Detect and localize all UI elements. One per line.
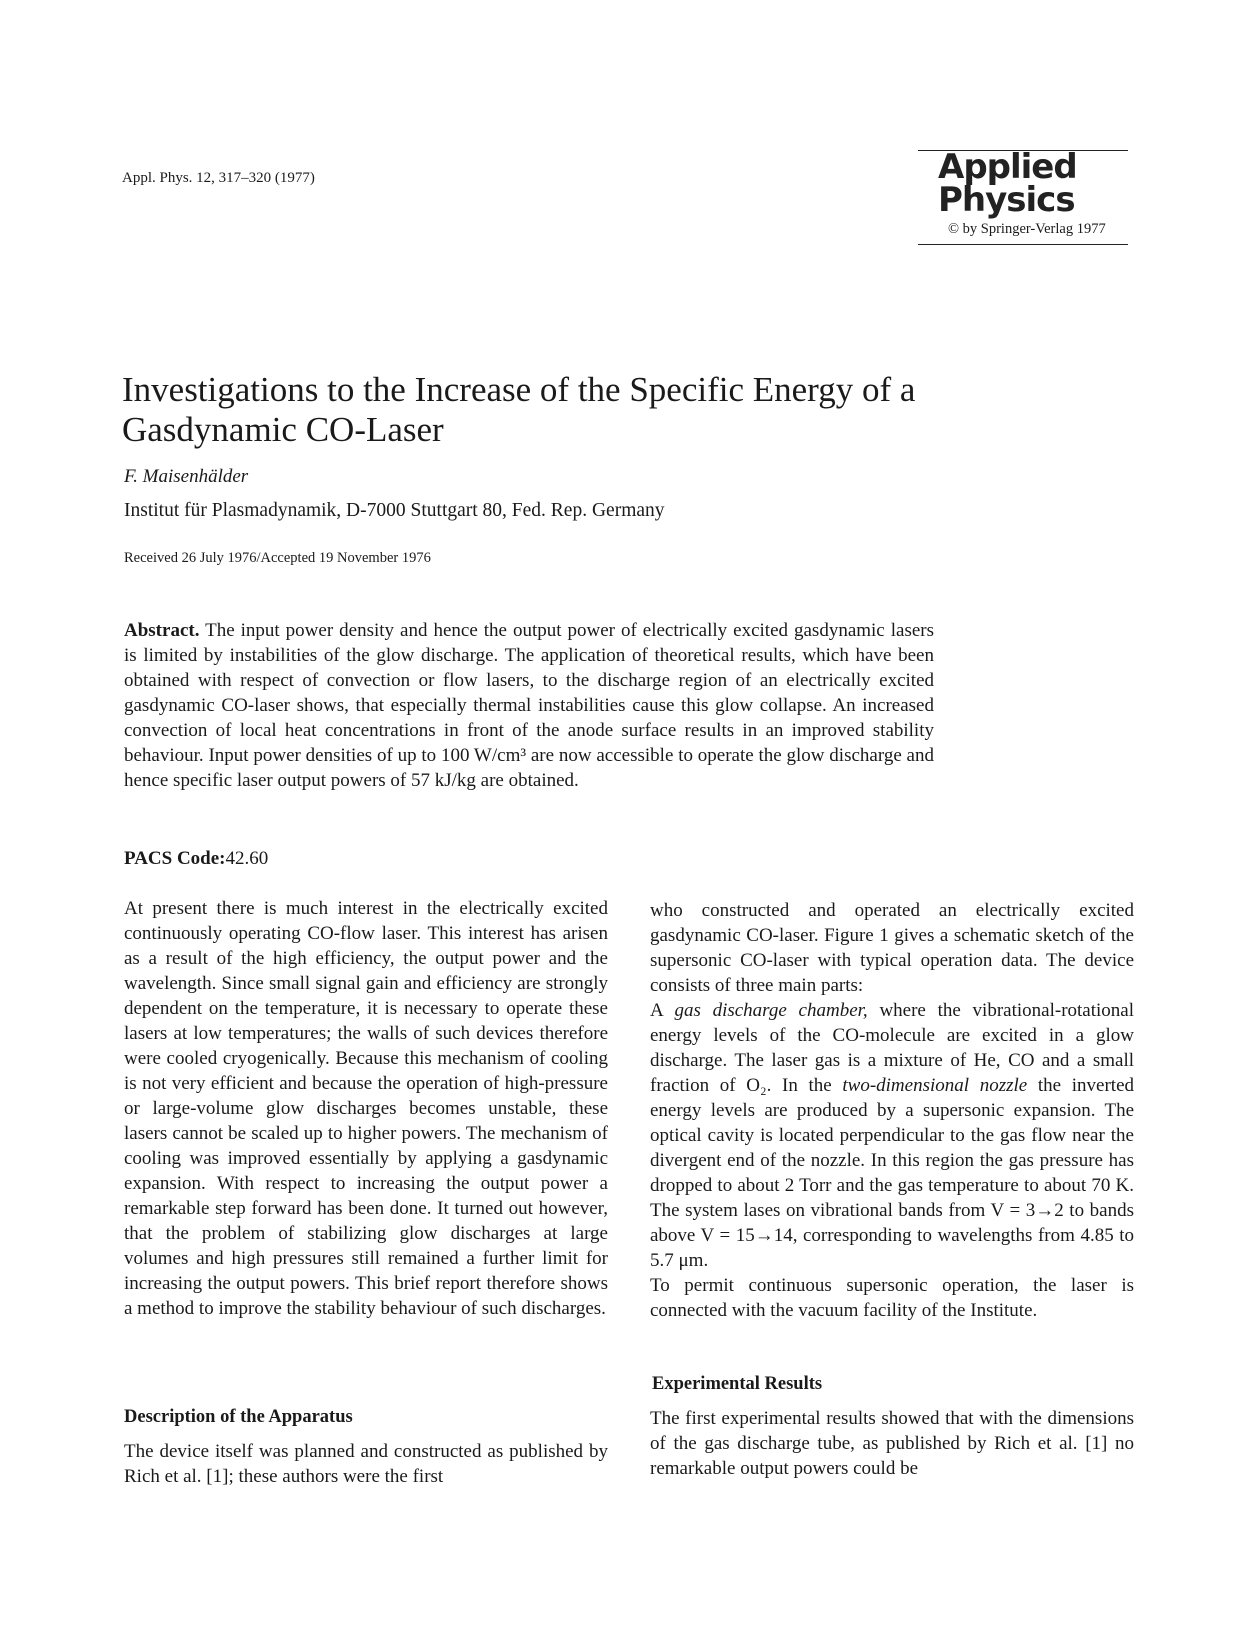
bottom-rule — [918, 244, 1128, 245]
section-heading-apparatus: Description of the Apparatus — [124, 1407, 353, 1427]
journal-logo-block — [918, 147, 1128, 245]
vacuum-text: To permit continuous supersonic operation, the laser is connected with the vacuum facility of the Institute. — [650, 1275, 1134, 1321]
parts-a-pre: A — [650, 1000, 663, 1021]
abstract-text: The input power density and hence the output power of electrically excited gasdynamic lasers is limited by instabilities of the glow discharge. The application of theoretical results, which have been obtained with respect of convection or flow lasers, to the discharge region of an electrically excited gasdynamic CO-laser shows, that especially thermal instabilities cause this glow collapse. An increased convection of local heat concentrations in front of the anode surface results in an improved stability behaviour. Input power densities of up to 100 W/cm³ are now accessible to operate the glow discharge and hence specific laser output powers of 57 kJ/kg are obtained. — [124, 620, 934, 791]
journal-citation: Appl. Phys. 12, 317–320 (1977) — [122, 170, 315, 186]
paper-title: Investigations to the Increase of the Specific Energy of a Gasdynamic CO-Laser — [122, 370, 916, 449]
results-start-text: The first experimental results showed that with the dimensions of the gas discharge tube, as published by Rich et al. [1] no remarkable output powers could be — [650, 1408, 1134, 1479]
apparatus-paragraph-continued — [650, 898, 1134, 1323]
author-name: F. Maisenhälder — [124, 466, 249, 487]
intro-paragraph — [124, 896, 608, 1321]
abstract — [124, 618, 934, 793]
journal-logo — [938, 147, 1128, 220]
parts-description — [650, 998, 1134, 1273]
parts-b-term: two-dimensional nozzle — [842, 1075, 1028, 1096]
author-affiliation: Institut für Plasmadynamik, D-7000 Stuttgart 80, Fed. Rep. Germany — [124, 500, 665, 521]
received-date: Received 26 July 1976/Accepted 19 November 1976 — [124, 550, 431, 566]
parts-a-mid: where the vibrational-rotational energy levels of the CO-molecule are excited in a glow discharge. The laser gas is a mixture of He, CO and a small fraction of O₂. In the — [650, 1000, 1135, 1096]
section-heading-results: Experimental Results — [652, 1374, 823, 1394]
apparatus-cont-text: who constructed and operated an electrically excited gasdynamic CO-laser. Figure 1 gives a schematic sketch of the supersonic CO-laser with typical operation data. The device consists of three main parts: — [650, 900, 1134, 996]
pacs-label: PACS Code: — [124, 848, 226, 869]
journal-logo-line2: Physics — [938, 180, 1075, 220]
results-paragraph — [650, 1406, 1134, 1481]
parts-a-term: gas discharge chamber, — [674, 1000, 868, 1021]
pacs-code — [124, 848, 268, 870]
apparatus-paragraph-start — [124, 1439, 608, 1489]
abstract-label: Abstract. — [124, 620, 200, 641]
pacs-value: 42.60 — [225, 848, 269, 869]
intro-text: At present there is much interest in the electrically excited continuously operating CO-flow laser. This interest has arisen as a result of the high efficiency, the output power and the wavelength. Since small signal gain and efficiency are strongly dependent on the temperature, it is necessary to operate these lasers at low temperatures; the walls of such devices therefore were cooled cryogenically. Because this mechanism of cooling is not very efficient and because the operation of high-pressure or large-volume glow discharges becomes unstable, these lasers cannot be scaled up to higher powers. The mechanism of cooling was improved essentially by applying a gasdynamic expansion. With respect to increasing the output power a remarkable step forward has been done. It turned out however, that the problem of stabilizing glow discharges at large volumes and high pressures still remained a further limit for increasing the output powers. This brief report therefore shows a method to improve the stability behaviour of such discharges. — [124, 898, 608, 1319]
apparatus-start-text: The device itself was planned and constructed as published by Rich et al. [1]; these authors were the first — [124, 1441, 608, 1487]
parts-b-rest: the inverted energy levels are produced by a supersonic expansion. The optical cavity is located perpendicular to the gas flow near the divergent end of the nozzle. In this region the gas pressure has dropped to about 2 Torr and the gas temperature to about 70 K. The system lases on vibrational bands from V = 3→2 to bands above V = 15→14, corresponding to wavelengths from 4.85 to 5.7 μm. — [650, 1075, 1135, 1271]
copyright-notice: © by Springer-Verlag 1977 — [948, 221, 1106, 237]
journal-logo-line1: Applied — [938, 147, 1077, 187]
